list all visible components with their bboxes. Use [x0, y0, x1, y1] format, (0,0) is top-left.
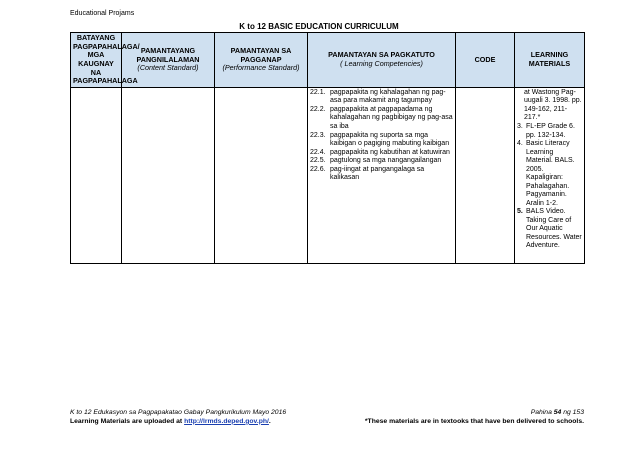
cell-code	[456, 87, 515, 263]
col-header-learning-materials: LEARNING MATERIALS	[515, 33, 585, 88]
footer-upload-note: Learning Materials are uploaded at http://lrmds.deped.gov.ph/.	[70, 417, 271, 425]
list-item: 4. Basic Literacy Learning Material. BALS. 2005. Kapaligiran: Pahalagahan. Pagyamanin. Aralin 1-2.	[517, 140, 575, 207]
col-header-learning-competencies: PAMANTAYAN SA PAGKATUTO ( Learning Competencies)	[308, 33, 456, 88]
curriculum-table	[70, 32, 585, 264]
cell-performance-standard	[215, 87, 308, 263]
col-header-performance-standard: PAMANTAYAN SA PAGGANAP (Performance Standard)	[215, 33, 308, 88]
footer-right	[365, 409, 584, 427]
list-item: 22.1. pagpapakita ng kahalagahan ng pag-asa para makamit ang tagumpay	[310, 88, 446, 105]
list-item: 22.3. pagpapakita ng suporta sa mga kaibigan o pagiging mabuting kaibigan	[310, 131, 450, 148]
footer-materials-note: *These materials are in textooks that have ben delivered to schools.	[364, 417, 584, 425]
col-header-code: CODE	[456, 33, 515, 88]
page-number: Pahina 54 ng 153	[530, 409, 584, 416]
materials-continuation: at Wastong Pag-uugali 3. 1998. pp. 149-162, 211-217.*	[524, 88, 582, 122]
list-item: 3. FL-EP Grade 6. pp. 132-134.	[517, 122, 575, 139]
footer-left	[70, 409, 286, 427]
table-header-row	[71, 33, 585, 88]
col-subheader-content-standard: (Content Standard)	[137, 63, 199, 73]
cell-learning-competencies	[308, 87, 456, 263]
list-item: 5. BALS Video. Taking Care of Our Aquatic Resources. Water Adventure.	[517, 208, 582, 250]
table-row	[71, 87, 585, 263]
footer-guide-title: K to 12 Edukasyon sa Pagpapakatao Gabay Pangkurikulum Mayo 2016	[70, 409, 287, 416]
lrmds-link[interactable]: http://lrmds.deped.gov.ph/	[184, 417, 269, 425]
cell-content-standard	[122, 87, 215, 263]
col-subheader-performance-standard: (Performance Standard)	[222, 63, 300, 73]
header-left-text: Educational Projams	[70, 10, 135, 17]
cell-learning-materials	[515, 87, 585, 263]
list-item: 22.5. pagtulong sa mga nangangailangan	[310, 157, 442, 165]
document-title: K to 12 BASIC EDUCATION CURRICULUM	[239, 22, 399, 31]
col-subheader-learning-competencies: ( Learning Competencies)	[340, 58, 423, 68]
list-item: 22.2. pagpapakita at pagpapadama ng kahalagahan ng pagbibigay ng pag-asa sa iba	[310, 105, 453, 130]
list-item: 22.6. pag-iingat at pangangalaga sa kalikasan	[310, 165, 425, 182]
col-header-content-standard: PAMANTAYANG PANGNILALAMAN (Content Standard)	[122, 33, 215, 88]
list-item: 22.4. pagpapakita ng kabutihan at katuwiran	[310, 148, 450, 156]
col-header-values: BATAYANG PAGPAPAHALAGA/ MGA KAUGNAY NA PAGPAPAHALAGA	[71, 33, 122, 88]
cell-values	[71, 87, 122, 263]
